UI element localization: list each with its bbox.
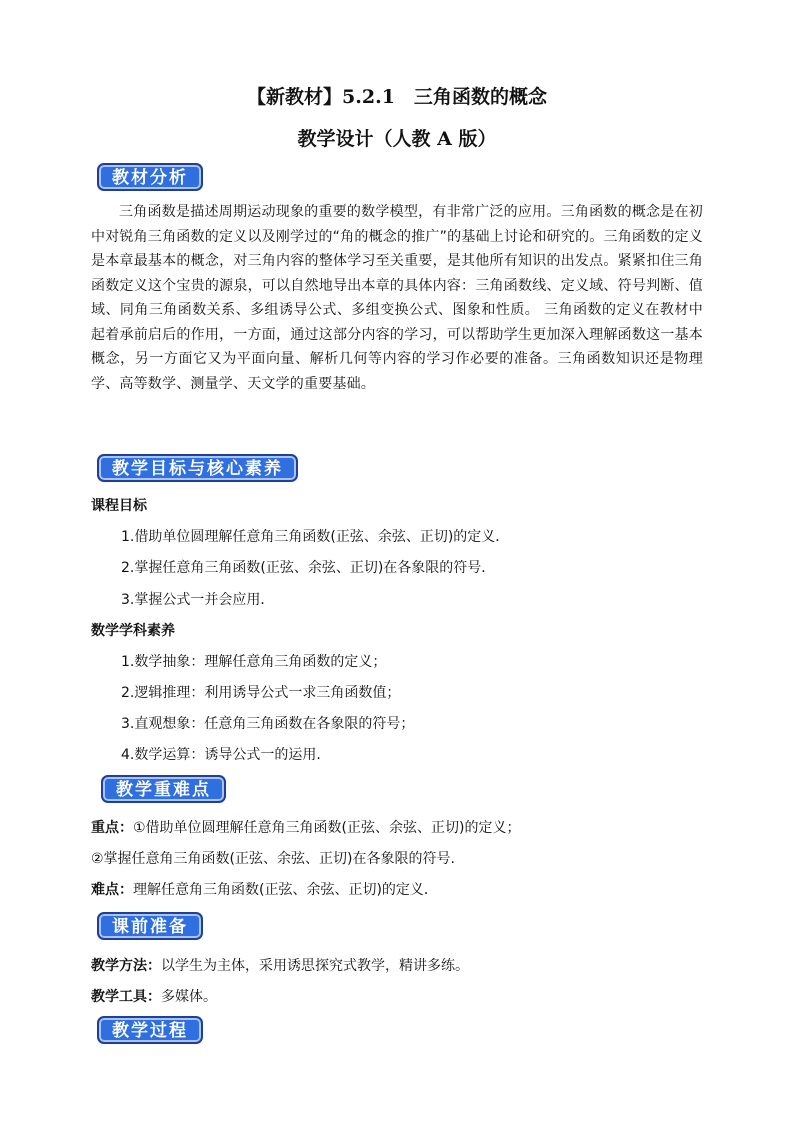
literacy-item: 3.直观想象：任意角三角函数在各象限的符号；: [121, 716, 415, 732]
difficult-point-text: 理解任意角三角函数(正弦、余弦、正切)的定义．: [133, 882, 438, 898]
key-point-line: [91, 817, 520, 837]
document-subtitle: 教学设计（人教 A 版）: [297, 128, 497, 150]
section-tag-objectives: 教学目标与核心素养: [97, 454, 298, 482]
literacy-item: 1.数学抽象：理解任意角三角函数的定义；: [121, 654, 387, 670]
difficult-point-line: [91, 879, 438, 899]
teaching-tools-label: 教学工具：: [91, 989, 161, 1005]
course-goals-heading: 课程目标: [91, 498, 147, 514]
literacy-item: 4.数学运算：诱导公式一的运用.: [121, 747, 321, 763]
teaching-method-label: 教学方法：: [91, 958, 161, 974]
key-point-line-2: ②掌握任意角三角函数(正弦、余弦、正切)在各象限的符号.: [91, 851, 455, 867]
difficult-point-label: 难点：: [91, 882, 133, 898]
key-point-text: ①借助单位圆理解任意角三角函数(正弦、余弦、正切)的定义；: [133, 820, 521, 836]
teaching-method-line: [91, 955, 469, 975]
literacy-heading: 数学学科素养: [91, 623, 175, 639]
literacy-item: 2.逻辑推理：利用诱导公式一求三角函数值；: [121, 685, 401, 701]
document-title: 【新教材】5.2.1 三角函数的概念: [247, 86, 547, 108]
section-tag-preparation: 课前准备: [97, 912, 203, 940]
course-goal-item: 1.借助单位圆理解任意角三角函数(正弦、余弦、正切)的定义．: [121, 529, 510, 545]
section-tag-key-points: 教学重难点: [101, 775, 226, 803]
course-goal-item: 2.掌握任意角三角函数(正弦、余弦、正切)在各象限的符号．: [121, 560, 496, 576]
key-point-label: 重点：: [91, 820, 133, 836]
teaching-method-text: 以学生为主体，采用诱思探究式教学，精讲多练。: [161, 958, 469, 974]
section-tag-process: 教学过程: [97, 1016, 203, 1044]
analysis-paragraph: 三角函数是描述周期运动现象的重要的数学模型，有非常广泛的应用。三角函数的概念是在初中对锐角三角函数的定义以及刚学过的“角的概念的推广”的基础上讨论和研究的。三角函数的定义是本章最基本的概念，对三角内容的整体学习至关重要，是其他所有知识的出发点。紧紧扣住三角函数定义这个宝贵的源泉，可以自然地导出本章的具体内容：三角函数线、定义域、符号判断、值域、同角三角函数关系、多组诱导公式、多组变换公式、图象和性质。 三角函数的定义在教材中起着承前启后的作用，一方面，通过这部分内容的学习，可以帮助学生更加深入理解函数这一基本概念，另一方面它又为平面向量、解析几何等内容的学习作必要的准备。三角函数知识还是物理学、高等数学、测量学、天文学的重要基础。: [91, 204, 703, 392]
section-tag-analysis: 教材分析: [97, 163, 203, 191]
course-goal-item: 3.掌握公式一并会应用．: [121, 592, 275, 608]
teaching-tools-text: 多媒体。: [161, 989, 217, 1005]
teaching-tools-line: [91, 986, 217, 1006]
